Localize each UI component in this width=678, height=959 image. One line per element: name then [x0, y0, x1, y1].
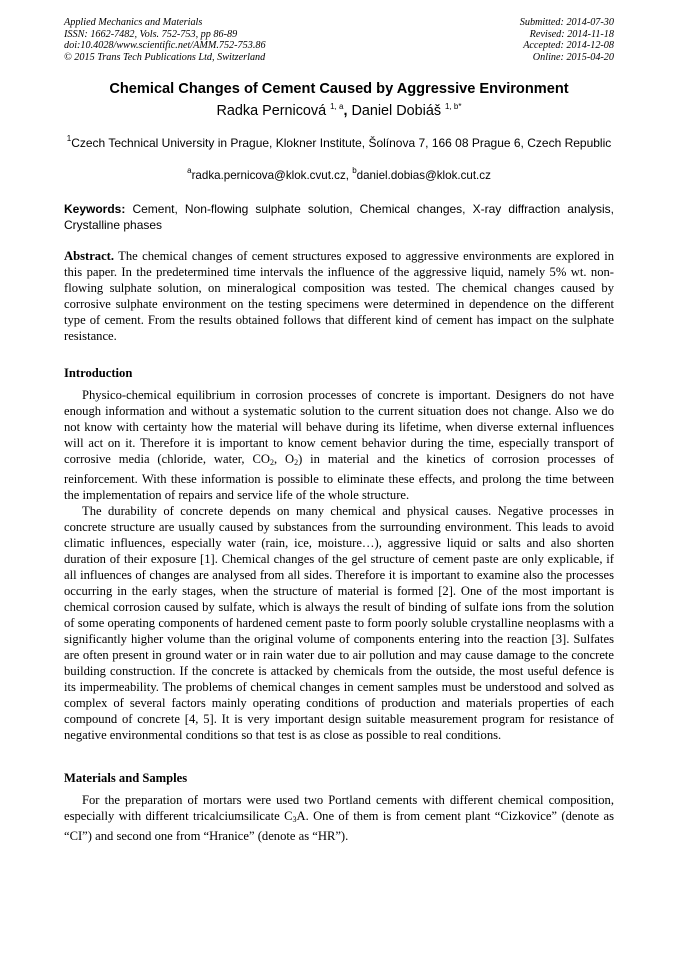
email-marker: b [352, 166, 357, 175]
publication-info [64, 17, 266, 63]
copyright-line: © 2015 Trans Tech Publications Ltd, Switzerland [64, 51, 266, 63]
introduction-section [64, 387, 614, 743]
author-name: Daniel Dobiáš [351, 103, 442, 119]
email-separator: , [345, 169, 353, 182]
keywords-text: Cement, Non-flowing sulphate solution, Chemical changes, X-ray diffraction analysis, Crystalline phases [64, 202, 614, 232]
abstract [64, 248, 614, 344]
section-heading-materials: Materials and Samples [64, 771, 188, 785]
abstract-text: The chemical changes of cement structures exposed to aggressive environments are explored in this paper. In the predetermined time intervals the influence of the aggressive liquid, namely 5% wt. non-flowing sulphate solution, on mineralogical composition was tested. The chemical changes caused by corrosive sulphate environment on the testing specimens were determined in dependence on the different type of cement. From the results obtained follows that different kind of cement has impact on the sulphate resistance. [64, 249, 614, 343]
email-marker: a [187, 166, 192, 175]
email-link[interactable]: radka.pernicova@klok.cvut.cz [191, 169, 346, 182]
paragraph-text: For the preparation of mortars were used two Portland cements with different chemical composition, especially with different tricalciumsilicate C [64, 793, 614, 823]
paragraph-text: ) in material and the kinetics of corrosion processes of reinforcement. With these information is possible to eliminate these effects, and prolong the time between the implementation of repairs and service life of the whole structure. [64, 452, 614, 502]
subscript: 2 [294, 458, 299, 467]
affiliation-text: Czech Technical University in Prague, Klokner Institute, Šolínova 7, 166 08 Prague 6, Czech Republic [71, 136, 612, 150]
keywords [64, 202, 614, 233]
online-date: Online: 2015-04-20 [532, 51, 614, 63]
paragraph: The durability of concrete depends on many chemical and physical causes. Negative processes in concrete structure are usually caused by substances from the surrounding environment. This leads to avoid climatic influences, especially water (rain, ice, moisture…), aggressive liquid or salts and also shorten duration of their exposure [1]. Chemical changes of the gel structure of cement paste are only explicable, if all influences of changes are analysed from all sides. Therefore it is important to examine also the processes occurring in the early stages, when the structure of material is formed [2]. One of the most important is chemical corrosion caused by sulfate, which is always the result of binding of sulfate ions from the solution of some operating components of hardened cement paste to form poorly soluble crystalline neoplasms with a significantly higher volume than the original volume of components entering into the reaction [3]. Sulfates are often present in ground water or in rain water due to air pollution and may cause damage to the concrete building construction. If the concrete is attacked by chemicals from the outside, the most useful defence is its impermeability. The problems of chemical changes in cement samples must be understood and solved as complex of several factors mainly operating conditions of production and materials properties of each compound of concrete [4, 5]. It is very important design suitable measurement program for resistance of negative environmental conditions so that test is as close as possible to real conditions. [64, 504, 614, 742]
email-link[interactable]: daniel.dobias@klok.cut.cz [356, 169, 491, 182]
materials-section [64, 792, 614, 844]
issn-line: ISSN: 1662-7482, Vols. 752-753, pp 86-89 [64, 28, 238, 40]
publication-dates [520, 17, 614, 63]
submitted-date: Submitted: 2014-07-30 [519, 17, 614, 28]
paragraph-text: Physico-chemical equilibrium in corrosion processes of concrete is important. Designers do not have enough information and without a systematic solution to the current situation does not change. Also we do not know with certainty how the material will behave during its lifetime, when diverse external influences will act on it. Therefore it is important to know cement behavior during the time, especially transport of corrosive media (chloride, water, CO [64, 388, 614, 466]
keywords-label: Keywords: [64, 202, 126, 216]
affiliation [64, 131, 614, 151]
abstract-label: Abstract. [64, 249, 115, 263]
section-heading-introduction: Introduction [64, 366, 133, 380]
author-affil-marker: 1, b* [445, 102, 462, 111]
author-name: Radka Pernicová [216, 103, 327, 119]
author-emails [0, 166, 678, 182]
paragraph [64, 387, 614, 503]
author-affil-marker: 1, a [330, 102, 344, 111]
doi-line: doi:10.4028/www.scientific.net/AMM.752-753.86 [64, 40, 266, 52]
paragraph-text: A. One of them is from cement plant “Cizkovice” (denote as “CI”) and second one from “Hranice” (denote as “HR”). [64, 809, 614, 843]
author-separator: , [343, 103, 352, 119]
affiliation-marker: 1 [66, 134, 72, 143]
revised-date: Revised: 2014-11-18 [529, 28, 614, 40]
paper-title: Chemical Changes of Cement Caused by Aggressive Environment [109, 81, 569, 97]
paragraph-text: , O [273, 452, 295, 466]
subscript: 3 [292, 815, 297, 824]
author-list [0, 102, 678, 119]
subscript: 2 [269, 458, 274, 467]
paragraph [64, 792, 614, 844]
journal-name: Applied Mechanics and Materials [64, 17, 203, 28]
accepted-date: Accepted: 2014-12-08 [523, 40, 614, 52]
